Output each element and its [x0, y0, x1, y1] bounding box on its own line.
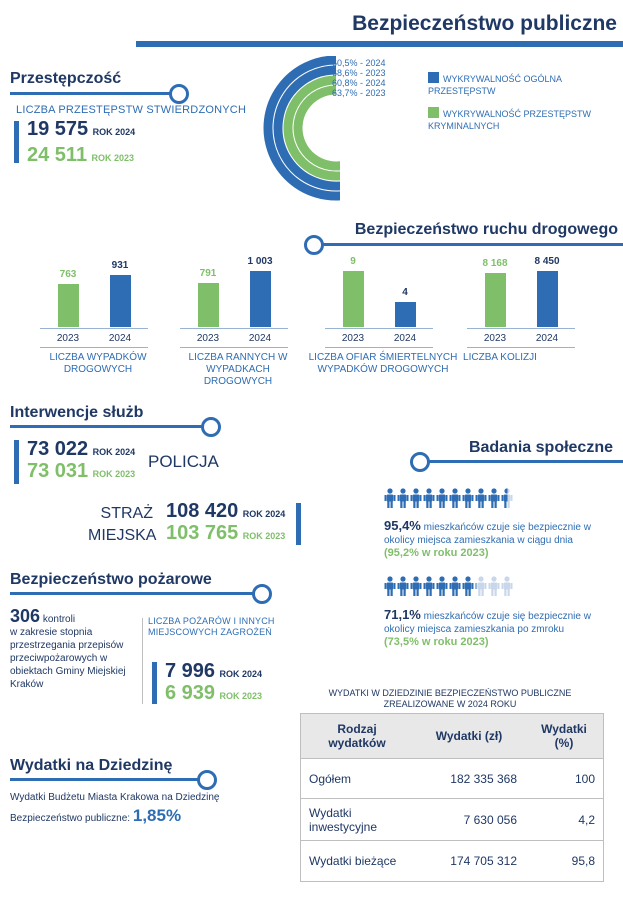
guard-label-line-2: MIEJSKA	[88, 527, 157, 544]
road-axis	[40, 328, 148, 329]
fire-year-2024: ROK 2024	[219, 669, 263, 679]
services-title: Interwencje służb	[10, 404, 144, 421]
spending-line-1: Wydatki Budżetu Miasta Krakowa na Dziedzinę	[10, 792, 220, 803]
road-caption-rule	[180, 347, 288, 348]
survey-night-person-icon	[397, 576, 409, 596]
police-year-2024: ROK 2024	[92, 447, 136, 457]
road-value-2024: 931	[111, 260, 129, 272]
legend-text-overall: WYKRYWALNOŚĆ OGÓLNA PRZESTĘPSTW	[428, 74, 562, 96]
guard-year-2024: ROK 2024	[242, 509, 286, 519]
road-caption: LICZBA KOLIZJI	[463, 352, 537, 363]
survey-day-person-icon	[475, 488, 487, 508]
table-cell-type: Wydatki bieżące	[309, 853, 397, 868]
crime-2023	[27, 144, 134, 167]
road-caption-rule	[467, 347, 575, 348]
survey-day-prev: (95,2% w roku 2023)	[384, 547, 489, 559]
survey-night-person-icon	[462, 576, 474, 596]
road-caption-rule	[325, 347, 433, 348]
road-year-2023: 2023	[341, 333, 365, 344]
survey-night-person-icon	[384, 576, 396, 596]
survey-day-person-icon	[397, 488, 409, 508]
road-bar-2023	[58, 284, 79, 327]
road-bar-2024	[250, 271, 271, 327]
road-value-2023: 8 168	[482, 257, 508, 269]
road-caption: LICZBA OFIAR ŚMIERTELNYCH WYPADKÓW DROGOWYCH	[308, 352, 458, 375]
table-cell-percent: 100	[525, 759, 603, 799]
road-caption: LICZBA WYPADKÓW DROGOWYCH	[49, 352, 147, 375]
road-rule	[320, 243, 623, 246]
spending-title: Wydatki na Dziedzinę	[10, 757, 173, 774]
fire-value-2024: 7 996	[165, 660, 216, 682]
spending-rule-knob	[197, 770, 217, 790]
fire-title: Bezpieczeństwo pożarowe	[10, 571, 212, 588]
spending-pct: 1,85%	[132, 806, 182, 825]
road-year-2023: 2023	[196, 333, 220, 344]
crime-accent-bar	[14, 121, 19, 163]
fire-inspections-word: kontroli	[40, 614, 76, 625]
survey-night-person-icon	[410, 576, 422, 596]
road-bar-2024	[395, 302, 416, 327]
donut-label-0: 60,5% - 2024	[332, 58, 386, 68]
legend-swatch-green	[428, 107, 439, 118]
table-row	[301, 841, 603, 881]
guard-2024	[166, 500, 285, 523]
table-cell-type: Wydatki inwestycyjne	[301, 799, 413, 841]
survey-night-person-icon	[449, 576, 461, 596]
services-rule	[10, 425, 206, 428]
crime-2024	[27, 118, 135, 141]
police-year-2023: ROK 2023	[92, 469, 136, 479]
fire-value-2023: 6 939	[165, 682, 216, 704]
spending-table-frame	[300, 713, 604, 882]
survey-day-person-icon	[488, 488, 500, 508]
page-title: Bezpieczeństwo publiczne	[352, 12, 617, 35]
fire-inspections-value: 306	[10, 606, 41, 626]
donut-label-2: 60,8% - 2024	[332, 78, 386, 88]
crime-label: LICZBA PRZESTĘPSTW STWIERDZONYCH	[16, 104, 247, 116]
table-header-amount: Wydatki (zł)	[413, 714, 525, 759]
road-year-2024: 2024	[393, 333, 417, 344]
survey-day	[384, 519, 616, 560]
donut-label-1: 68,6% - 2023	[332, 68, 386, 78]
fire-rule	[10, 592, 258, 595]
road-year-2023: 2023	[56, 333, 80, 344]
road-value-2023: 9	[350, 256, 356, 267]
crime-year-2024: ROK 2024	[92, 127, 136, 137]
road-value-2023: 763	[59, 269, 77, 281]
table-caption	[300, 688, 600, 710]
table-cell-percent: 95,8	[571, 853, 595, 868]
spending-table	[301, 714, 603, 881]
spending-rule	[10, 778, 206, 781]
survey-rule	[424, 460, 623, 463]
police-label: POLICJA	[148, 452, 219, 471]
people-day-icons	[384, 488, 514, 513]
crime-title: Przestępczość	[10, 70, 122, 87]
police-value-2023: 73 031	[27, 460, 89, 482]
road-axis	[180, 328, 288, 329]
police-2023	[27, 460, 135, 483]
crime-rule-knob	[169, 84, 189, 104]
road-bar-2023	[343, 271, 364, 327]
survey-day-text: mieszkańców czuje się bezpiecznie w okolicy miejsca zamieszkania w ciągu dnia	[384, 522, 591, 546]
table-row	[301, 799, 603, 841]
guard-value-2023: 103 765	[166, 522, 239, 544]
police-2024	[27, 438, 135, 461]
fire-inspections-text: w zakresie stopnia przestrzegania przepisów przeciwpożarowych w obiektach Gminy Miejskiej Kraków	[10, 627, 126, 690]
crime-value-2023: 24 511	[27, 144, 88, 166]
survey-night-pct: 71,1%	[384, 607, 421, 622]
detection-donut-chart	[250, 56, 340, 201]
guard-label	[88, 503, 157, 547]
fire-inspections	[10, 606, 138, 691]
legend-item-criminal	[428, 107, 593, 132]
survey-night	[384, 608, 616, 649]
road-value-2024: 8 450	[534, 256, 560, 267]
donut-legend	[428, 72, 593, 132]
guard-year-2023: ROK 2023	[242, 531, 286, 541]
services-rule-knob	[201, 417, 221, 437]
survey-rule-knob	[410, 452, 430, 472]
table-caption-line-2: ZREALIZOWANE W 2024 ROKU	[383, 699, 517, 709]
survey-night-prev: (73,5% w roku 2023)	[384, 636, 489, 648]
fire-label: LICZBA POŻARÓW I INNYCH MIEJSCOWYCH ZAGROŻEŃ	[148, 616, 275, 637]
road-axis	[467, 328, 575, 329]
road-caption-rule	[40, 347, 148, 348]
survey-night-text: mieszkańców czuje się bezpiecznie w okolicy miejsca zamieszkania po zmroku	[384, 611, 591, 635]
survey-night-person-icon	[423, 576, 435, 596]
table-header-percent: Wydatki (%)	[525, 714, 603, 759]
road-bar-2024	[537, 271, 558, 327]
survey-day-person-icon	[410, 488, 422, 508]
survey-night-person-icon	[475, 576, 487, 596]
survey-day-person-icon	[462, 488, 474, 508]
legend-swatch-blue	[428, 72, 439, 83]
police-value-2024: 73 022	[27, 438, 89, 460]
survey-day-person-icon	[436, 488, 448, 508]
table-cell-amount: 7 630 056	[413, 799, 525, 841]
table-cell-percent: 4,2	[525, 799, 603, 841]
road-caption: LICZBA RANNYCH W WYPADKACH DROGOWYCH	[188, 352, 288, 387]
fire-2024	[165, 660, 262, 683]
road-bar-2023	[198, 283, 219, 327]
guard-label-line-1: STRAŻ	[100, 505, 153, 522]
table-cell-amount: 174 705 312	[450, 853, 517, 868]
road-bar-2024	[110, 275, 131, 327]
road-year-2024: 2024	[535, 333, 559, 344]
road-rule-knob	[304, 235, 324, 255]
road-title: Bezpieczeństwo ruchu drogowego	[354, 221, 618, 238]
guard-accent-bar	[296, 503, 301, 545]
road-year-2024: 2024	[248, 333, 272, 344]
fire-2023	[165, 682, 262, 705]
table-cell-type: Ogółem	[301, 759, 413, 799]
survey-night-person-icon	[436, 576, 448, 596]
fire-accent-bar	[152, 662, 157, 704]
road-bar-2023	[485, 273, 506, 327]
fire-year-2023: ROK 2023	[219, 691, 263, 701]
people-night-icons	[384, 576, 514, 601]
survey-night-person-icon	[488, 576, 500, 596]
spending-line-2	[10, 806, 181, 826]
table-header-type: Rodzaj wydatków	[301, 714, 413, 759]
donut-arc-criminal-2023	[298, 90, 340, 166]
police-accent-bar	[14, 440, 19, 484]
donut-label-3: 63,7% - 2023	[332, 88, 386, 98]
header-rule	[136, 41, 623, 47]
spending-line-2-text: Bezpieczeństwo publiczne:	[10, 813, 131, 824]
survey-title: Badania społeczne	[468, 439, 613, 456]
fire-divider	[142, 618, 143, 704]
crime-year-2023: ROK 2023	[91, 153, 135, 163]
table-caption-line-1: WYDATKI W DZIEDZINIE BEZPIECZEŃSTWO PUBLICZNE	[328, 688, 572, 698]
road-year-2024: 2024	[108, 333, 132, 344]
road-year-2023: 2023	[483, 333, 507, 344]
guard-2023	[166, 522, 285, 545]
fire-rule-knob	[252, 584, 272, 604]
survey-day-person-icon	[423, 488, 435, 508]
legend-item-overall	[428, 72, 593, 97]
survey-day-pct: 95,4%	[384, 518, 421, 533]
road-value-2024: 4	[402, 287, 408, 299]
survey-day-person-icon	[384, 488, 396, 508]
table-row	[301, 759, 603, 799]
donut-labels	[332, 58, 386, 98]
guard-value-2024: 108 420	[166, 500, 239, 522]
survey-night-person-icon	[501, 576, 513, 596]
table-header-row	[301, 714, 603, 759]
crime-rule	[10, 92, 172, 95]
crime-value-2024: 19 575	[27, 118, 89, 140]
survey-day-person-icon	[501, 488, 513, 508]
road-value-2023: 791	[199, 267, 217, 279]
legend-text-criminal: WYKRYWALNOŚĆ PRZESTĘPSTW KRYMINALNYCH	[428, 109, 592, 131]
survey-day-person-icon	[449, 488, 461, 508]
road-axis	[325, 328, 433, 329]
table-cell-amount: 182 335 368	[413, 759, 525, 799]
road-value-2024: 1 003	[247, 256, 273, 267]
